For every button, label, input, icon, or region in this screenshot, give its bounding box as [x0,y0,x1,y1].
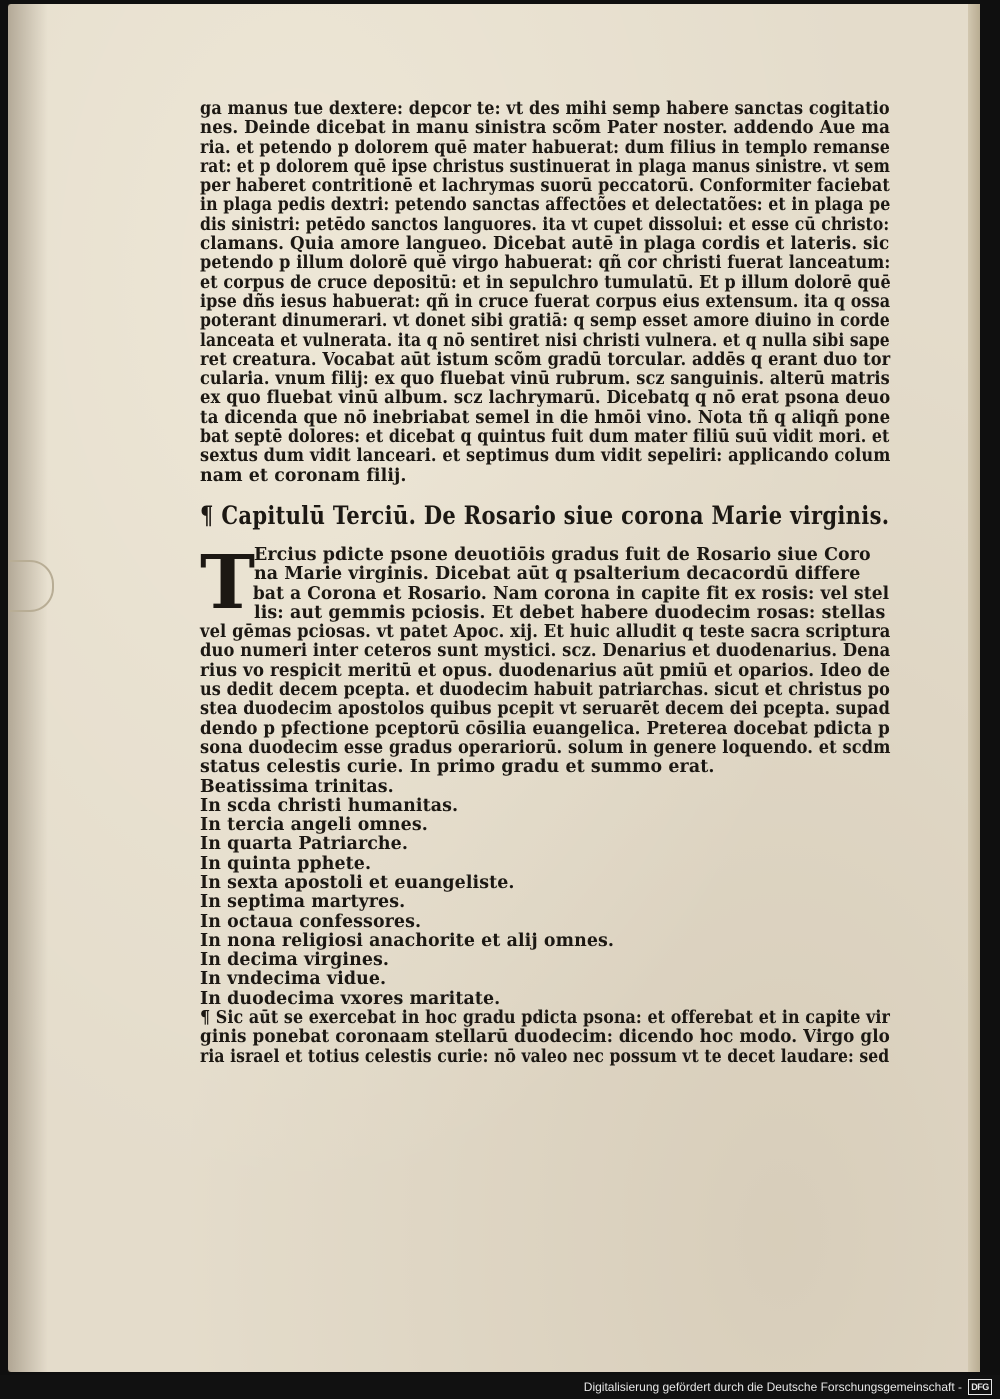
text-line: lis: aut gemmis pciosis. Et debet habere duodecim rosas: stellas [254,602,886,623]
spine-shadow [8,4,48,1372]
text-line: ria israel et totius celestis curie: nō valeo nec possum vt te decet laudare: sed [200,1046,890,1067]
text-line: sona duodecim esse gradus operariorū. solum in genere loquendo. et scdm [200,737,891,758]
list-item: In scda christi humanitas. [200,795,459,816]
text-line: dis sinistri: petēdo sanctos languores. ita vt cupet dissolui: et esse cū christo: [200,214,890,235]
list-item: In quinta pphete. [200,853,372,874]
text-line: Ercius pdicte psone deuotiōis gradus fuit de Rosario siue Coro [254,544,871,565]
text-line: cularia. vnum filij: ex quo fluebat vinū rubrum. scz sanguinis. alterū matris [200,369,890,390]
text-line: ret creatura. Vocabat aūt istum scõm gradū torcular. addēs q erant duo tor [200,349,891,370]
list-item: In vndecima vidue. [200,969,387,990]
hierarchy-list [200,778,890,1010]
text-line: et corpus de cruce depositū: et in sepulchro tumulatū. Et p illum dolorē quē [200,272,891,293]
chapter-heading: ¶ Capitulū Terciū. De Rosario siue corona Marie virginis. [200,500,890,530]
text-line: ex quo fluebat vinū album. scz lachrymarū. Dicebatq q nō erat psona deuo [200,388,891,409]
list-item: In tercia angeli omnes. [200,815,428,836]
text-line: ginis ponebat coronaam stellarū duodecim: dicendo hoc modo. Virgo glo [200,1027,890,1048]
text-line: per haberet contritionē et lachrymas suorū peccatorū. Conformiter faciebat [200,176,890,197]
text-line: nam et coronam filij. [200,465,407,486]
text-line: vel gēmas pciosas. vt patet Apoc. xij. Et huic alludit q teste sacra scriptura [200,622,891,643]
footer-bar [0,1375,1000,1399]
page-edge-tab [10,560,54,612]
text-line: sextus dum vidit lanceari. et septimus dum vidit sepeliri: applicando colum [200,446,891,467]
text-line: rius vo respicit meritū et opus. duodenarius aūt pmiū et oparios. Ideo de [200,660,891,681]
text-line: duo numeri inter ceteros sunt mystici. scz. Denarius et duodenarius. Dena [200,641,891,662]
paragraph-1 [200,100,890,486]
text-line: ipse dñs iesus habuerat: qñ in cruce fuerat corpus eius extensum. ita q ossa [200,291,891,312]
list-item: In quarta Patriarche. [200,834,408,855]
text-line: nes. Deinde dicebat in manu sinistra scõm Pater noster. addendo Aue ma [200,118,890,139]
printed-text [200,100,890,1067]
list-item: In duodecima vxores maritate. [200,988,501,1009]
funding-notice: Digitalisierung gefördert durch die Deutsche Forschungsgemeinschaft - [583,1380,962,1394]
dfg-logo: DFG [968,1379,992,1395]
closing-paragraph [200,1009,890,1067]
text-line: bat a Corona et Rosario. Nam corona in capite fit ex rosis: vel stel [252,583,890,604]
list-item: Beatissima trinitas. [200,776,394,797]
text-line: status celestis curie. In primo gradu et summo erat. [200,757,715,778]
paragraph-2 [200,539,891,778]
text-line: petendo p illum dolorē quē virgo habuerat: qñ cor christi fuerat lanceatum: [200,253,891,274]
text-line: rat: et p dolorem quē ipse christus sustinuerat in plaga manus sinistre. vt sem [200,156,890,177]
list-item: In decima virgines. [200,950,390,971]
list-item: In octaua confessores. [200,911,422,932]
list-item: In nona religiosi anachorite et alij omnes. [200,930,615,951]
text-line: ¶ Sic aūt se exercebat in hoc gradu pdicta psona: et offerebat et in capite vir [200,1008,890,1029]
list-item: In septima martyres. [200,892,406,913]
text-line: dendo p pfectione pceptorū cōsilia euangelica. Preterea docebat pdicta p [200,718,890,739]
list-item: In sexta apostoli et euangeliste. [200,872,515,893]
text-line: clamans. Quia amore langueo. Dicebat autē in plaga cordis et lateris. sic [200,234,890,255]
text-line: in plaga pedis dextri: petendo sanctas affectões et delectatões: et in plaga pe [200,195,891,216]
text-line: na Marie virginis. Dicebat aūt q psalterium decacordū differe [254,564,861,585]
text-line: lanceata et vulnerata. ita q nō sentiret nisi christi vulnera. et q nulla sibi sape [200,330,890,351]
text-line: ga manus tue dextere: depcor te: vt des mihi semp habere sanctas cogitatio [200,99,890,119]
drop-cap-initial: T [200,539,256,626]
text-line: ria. et petendo p dolorem quē mater habuerat: dum filius in templo remanse [200,137,890,158]
text-line: poterant dinumerari. vt donet sibi gratiā: q semp esset amore diuino in corde [200,311,890,332]
next-leaf-edge [968,4,980,1372]
text-line: bat septē dolores: et dicebat q quintus fuit dum mater filiū suū vidit mori. et [200,427,890,448]
text-line: ta dicenda que nō inebriabat semel in die hmōi vino. Nota tñ q aliqñ pone [200,407,891,428]
text-line: stea duodecim apostolos quibus pcepit vt seruarēt decem dei pcepta. supad [200,699,890,720]
text-line: us dedit decem pcepta. et duodecim habuit patriarchas. sicut et christus po [200,680,890,701]
